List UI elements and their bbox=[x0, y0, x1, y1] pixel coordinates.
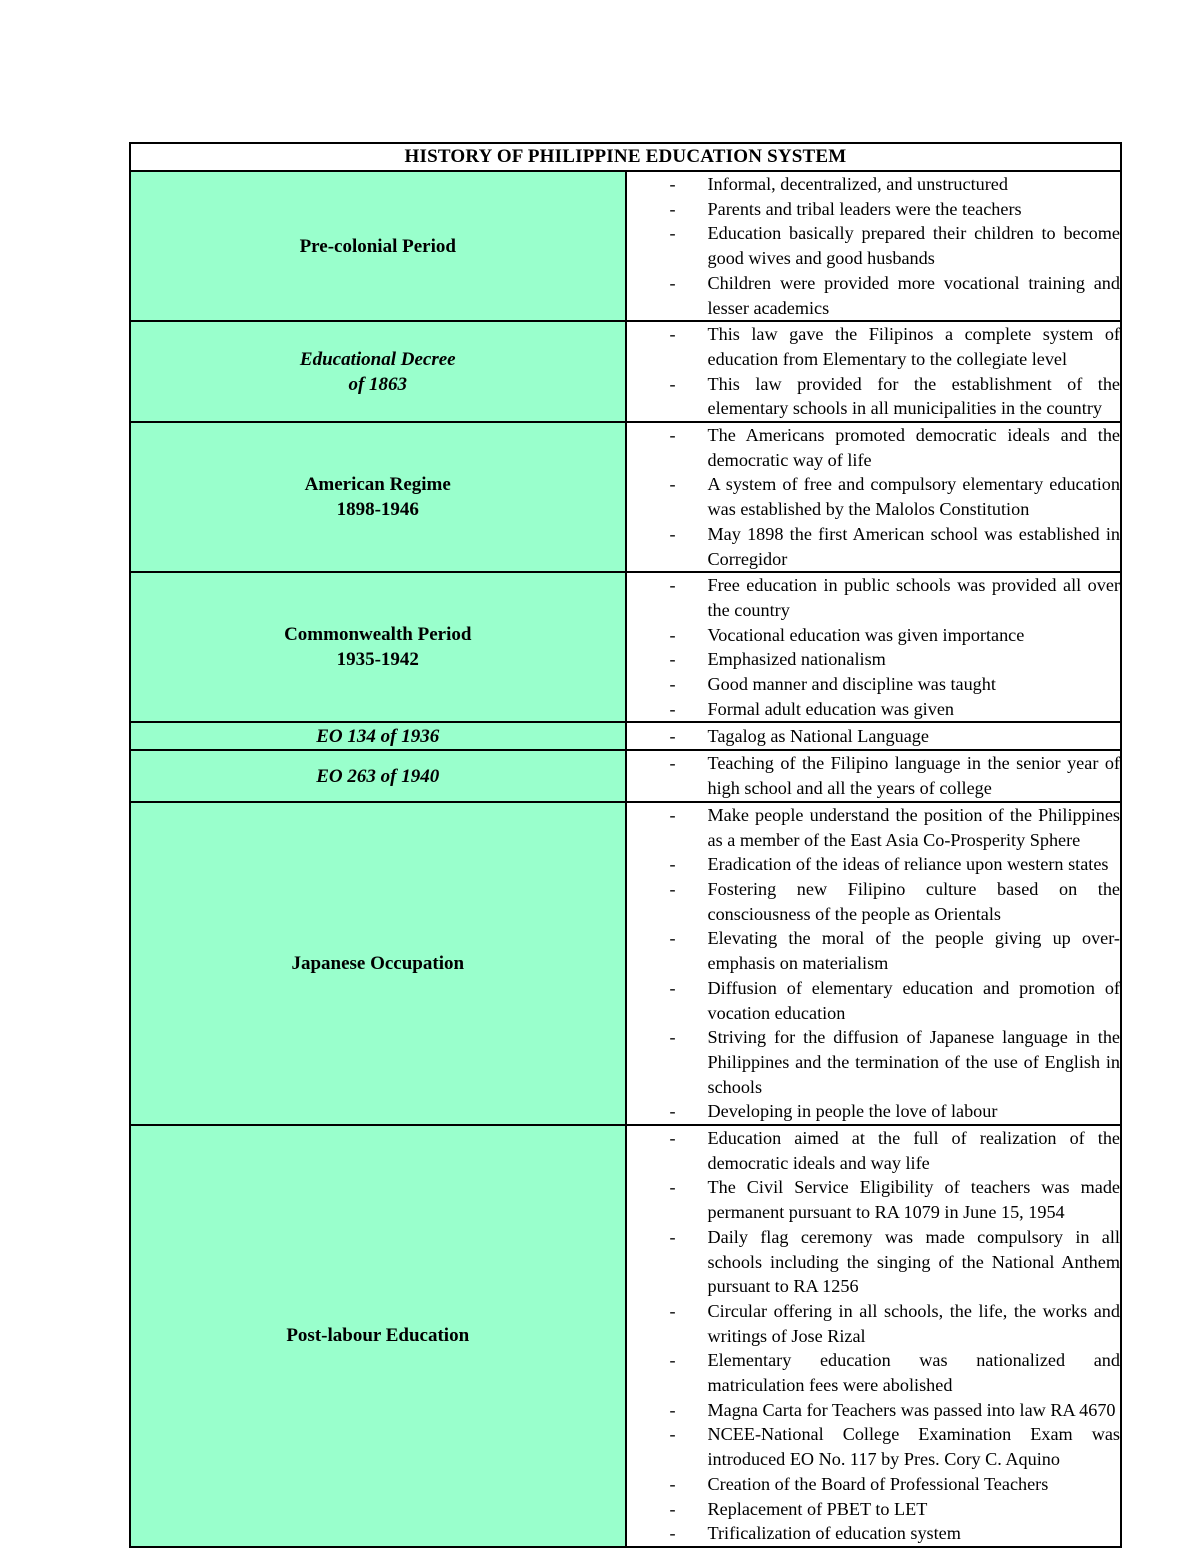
list-item-text: Circular offering in all schools, the life, the works and writings of Jose Rizal bbox=[707, 1300, 1120, 1346]
list-item bbox=[627, 1126, 1121, 1175]
list-item-text: The Civil Service Eligibility of teachers was made permanent pursuant to RA 1079 in June 15, 1954 bbox=[707, 1177, 1120, 1223]
list-item-text: This law gave the Filipinos a complete system of education from Elementary to the collegiate level bbox=[707, 324, 1120, 369]
list-item-text: Magna Carta for Teachers was passed into law RA 4670 bbox=[707, 1399, 1116, 1420]
bullet-dash: - bbox=[669, 575, 676, 596]
period-label: 1898-1946 bbox=[336, 499, 419, 521]
list-item-text: Replacement of PBET to LET bbox=[707, 1498, 928, 1519]
bullet-dash: - bbox=[669, 474, 676, 495]
bullet-dash: - bbox=[669, 726, 676, 747]
list-item bbox=[627, 1299, 1121, 1348]
list-item-text: Daily flag ceremony was made compulsory in all schools including the singing of the National Anthem pursuant to RA 1256 bbox=[707, 1226, 1120, 1297]
list-item-text: Good manner and discipline was taught bbox=[707, 674, 996, 695]
list-item-text: The Americans promoted democratic ideals and the democratic way of life bbox=[707, 425, 1120, 470]
bullet-list bbox=[627, 724, 1121, 749]
bullet-dash: - bbox=[669, 523, 676, 544]
bullet-dash: - bbox=[669, 928, 676, 949]
period-label: EO 134 of 1936 bbox=[316, 725, 440, 747]
list-item bbox=[627, 573, 1121, 622]
list-item bbox=[627, 877, 1121, 926]
content-cell bbox=[626, 572, 1122, 722]
list-item-text: Creation of the Board of Professional Teachers bbox=[707, 1473, 1049, 1494]
content-cell bbox=[626, 802, 1122, 1125]
bullet-dash: - bbox=[669, 1473, 676, 1494]
bullet-dash: - bbox=[669, 198, 676, 219]
list-item-text: Make people understand the position of the Philippines as a member of the East Asia Co-Prosperity Sphere bbox=[707, 804, 1120, 850]
list-item bbox=[627, 976, 1121, 1025]
period-label: Commonwealth Period bbox=[284, 624, 472, 646]
list-item-text: Parents and tribal leaders were the teachers bbox=[707, 198, 1022, 219]
bullet-list bbox=[627, 573, 1121, 721]
list-item bbox=[627, 472, 1121, 521]
content-cell bbox=[626, 321, 1122, 422]
bullet-list bbox=[627, 1126, 1121, 1546]
period-cell bbox=[130, 802, 626, 1125]
bullet-list bbox=[627, 423, 1121, 571]
bullet-dash: - bbox=[669, 425, 676, 446]
list-item-text: Informal, decentralized, and unstructured bbox=[707, 174, 1008, 194]
bullet-list bbox=[627, 803, 1121, 1124]
list-item bbox=[627, 1175, 1121, 1224]
period-cell bbox=[130, 722, 626, 750]
bullet-list bbox=[627, 322, 1121, 421]
period-label: Post-labour Education bbox=[286, 1325, 470, 1347]
list-item bbox=[627, 172, 1121, 197]
list-item bbox=[627, 1099, 1121, 1124]
list-item-text: May 1898 the first American school was established in Corregidor bbox=[707, 523, 1120, 569]
list-item bbox=[627, 372, 1121, 421]
period-label: Educational Decree bbox=[299, 348, 456, 370]
period-label: 1935-1942 bbox=[336, 649, 419, 671]
bullet-dash: - bbox=[669, 324, 676, 345]
period-cell bbox=[130, 1125, 626, 1547]
list-item-text: Elevating the moral of the people giving up over-emphasis on materialism bbox=[707, 928, 1120, 974]
bullet-dash: - bbox=[669, 223, 676, 244]
bullet-dash: - bbox=[669, 1300, 676, 1321]
list-item-text: Children were provided more vocational training and lesser academics bbox=[707, 272, 1120, 318]
title-row bbox=[130, 143, 1121, 171]
history-table-body bbox=[130, 143, 1121, 1547]
bullet-dash: - bbox=[669, 753, 676, 774]
bullet-dash: - bbox=[669, 854, 676, 875]
list-item-text: Elementary education was nationalized and matriculation fees were abolished bbox=[707, 1350, 1120, 1396]
list-item-text: Developing in people the love of labour bbox=[707, 1101, 998, 1122]
bullet-dash: - bbox=[669, 698, 676, 719]
table-title: HISTORY OF PHILIPPINE EDUCATION SYSTEM bbox=[130, 143, 1121, 171]
bullet-dash: - bbox=[669, 1399, 676, 1420]
list-item-text: Striving for the diffusion of Japanese language in the Philippines and the termination of the use of English in schools bbox=[707, 1027, 1120, 1097]
list-item-text: Formal adult education was given bbox=[707, 698, 954, 719]
period-row bbox=[130, 802, 1121, 1125]
list-item-text: Fostering new Filipino culture based on the consciousness of the people as Orientals bbox=[707, 878, 1120, 924]
period-label: of 1863 bbox=[348, 373, 408, 395]
bullet-dash: - bbox=[669, 649, 676, 670]
bullet-dash: - bbox=[669, 878, 676, 899]
bullet-dash: - bbox=[669, 1523, 676, 1544]
period-label: American Regime bbox=[304, 474, 451, 496]
bullet-dash: - bbox=[669, 1424, 676, 1445]
bullet-dash: - bbox=[669, 272, 676, 293]
bullet-list bbox=[627, 172, 1121, 320]
list-item bbox=[627, 697, 1121, 722]
list-item bbox=[627, 672, 1121, 697]
period-cell bbox=[130, 321, 626, 422]
list-item-text: Vocational education was given importance bbox=[707, 624, 1025, 645]
bullet-dash: - bbox=[669, 1177, 676, 1198]
list-item bbox=[627, 221, 1121, 270]
bullet-dash: - bbox=[669, 174, 676, 194]
list-item bbox=[627, 1348, 1121, 1397]
list-item bbox=[627, 724, 1121, 749]
list-item-text: This law provided for the establishment of the elementary schools in all municipalities in the country bbox=[707, 373, 1120, 419]
period-cell bbox=[130, 572, 626, 722]
period-cell bbox=[130, 422, 626, 572]
list-item bbox=[627, 522, 1121, 571]
period-row bbox=[130, 171, 1121, 321]
period-cell bbox=[130, 750, 626, 801]
period-row bbox=[130, 1125, 1121, 1547]
list-item-text: Trificalization of education system bbox=[707, 1523, 961, 1544]
list-item-text: Education basically prepared their children to become good wives and good husbands bbox=[707, 223, 1120, 269]
bullet-dash: - bbox=[669, 1350, 676, 1371]
list-item-text: Emphasized nationalism bbox=[707, 649, 886, 670]
list-item bbox=[627, 647, 1121, 672]
content-cell bbox=[626, 722, 1122, 750]
list-item-text: Eradication of the ideas of reliance upon western states bbox=[707, 854, 1109, 875]
list-item bbox=[627, 623, 1121, 648]
list-item-text: Teaching of the Filipino language in the senior year of high school and all the years of college bbox=[707, 753, 1120, 799]
list-item bbox=[627, 803, 1121, 852]
list-item bbox=[627, 423, 1121, 472]
bullet-dash: - bbox=[669, 1027, 676, 1048]
list-item-text: A system of free and compulsory elementary education was established by the Malolos Constitution bbox=[707, 474, 1120, 520]
list-item bbox=[627, 1521, 1121, 1546]
list-item bbox=[627, 271, 1121, 320]
list-item-text: Free education in public schools was provided all over the country bbox=[707, 575, 1120, 620]
list-item bbox=[627, 1398, 1121, 1423]
list-item bbox=[627, 1225, 1121, 1299]
list-item bbox=[627, 1422, 1121, 1471]
content-cell bbox=[626, 1125, 1122, 1547]
content-cell bbox=[626, 171, 1122, 321]
list-item bbox=[627, 197, 1121, 222]
period-row bbox=[130, 722, 1121, 750]
list-item-text: Tagalog as National Language bbox=[707, 726, 929, 747]
bullet-dash: - bbox=[669, 977, 676, 998]
list-item bbox=[627, 1497, 1121, 1522]
period-cell bbox=[130, 171, 626, 321]
bullet-dash: - bbox=[669, 804, 676, 825]
content-cell bbox=[626, 750, 1122, 801]
list-item-text: NCEE-National College Examination Exam was introduced EO No. 117 by Pres. Cory C. Aquino bbox=[707, 1424, 1120, 1470]
list-item bbox=[627, 751, 1121, 800]
bullet-dash: - bbox=[669, 1101, 676, 1122]
period-row bbox=[130, 750, 1121, 801]
list-item bbox=[627, 322, 1121, 371]
list-item-text: Diffusion of elementary education and promotion of vocation education bbox=[707, 977, 1120, 1023]
bullet-dash: - bbox=[669, 624, 676, 645]
bullet-dash: - bbox=[669, 1226, 676, 1247]
period-row bbox=[130, 321, 1121, 422]
period-row bbox=[130, 422, 1121, 572]
period-label: EO 263 of 1940 bbox=[316, 765, 440, 787]
bullet-dash: - bbox=[669, 1128, 676, 1149]
bullet-dash: - bbox=[669, 674, 676, 695]
list-item-text: Education aimed at the full of realization of the democratic ideals and way life bbox=[707, 1128, 1120, 1173]
list-item bbox=[627, 1472, 1121, 1497]
list-item bbox=[627, 1025, 1121, 1099]
bullet-dash: - bbox=[669, 1498, 676, 1519]
list-item bbox=[627, 852, 1121, 877]
history-table bbox=[129, 142, 1122, 1548]
bullet-list bbox=[627, 751, 1121, 800]
bullet-dash: - bbox=[669, 373, 676, 394]
content-cell bbox=[626, 422, 1122, 572]
list-item bbox=[627, 926, 1121, 975]
period-label: Japanese Occupation bbox=[291, 952, 465, 974]
period-label: Pre-colonial Period bbox=[299, 235, 456, 257]
period-row bbox=[130, 572, 1121, 722]
